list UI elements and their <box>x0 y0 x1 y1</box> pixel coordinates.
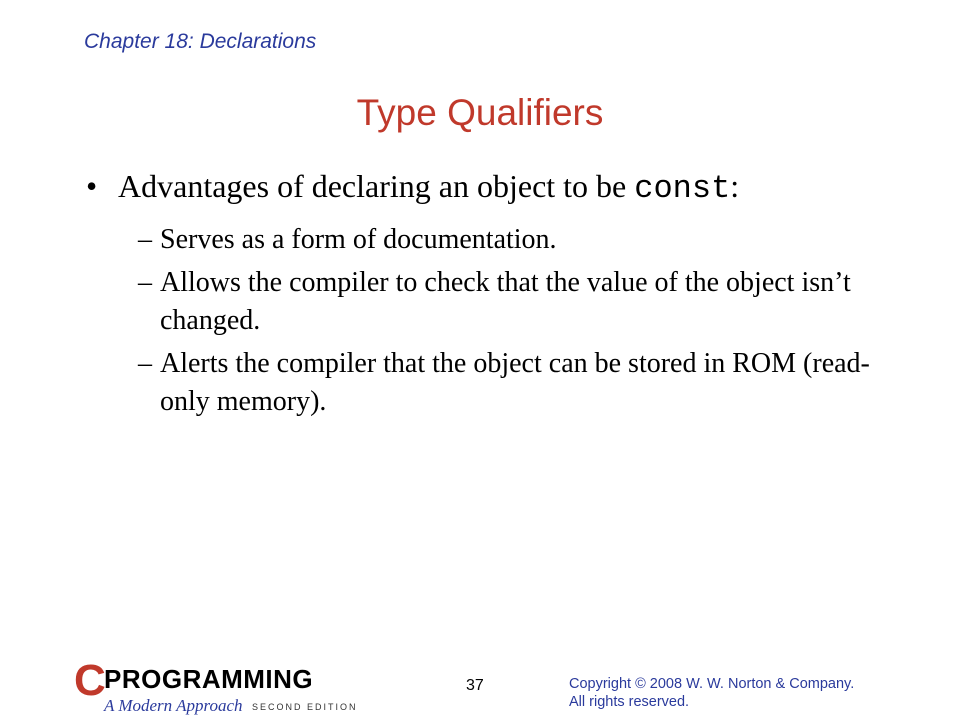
page-number: 37 <box>466 677 484 694</box>
bullet-text-start: Advantages of declaring an object to be <box>118 168 635 204</box>
copyright-line: All rights reserved. <box>569 694 690 710</box>
sub-item-text: Alerts the compiler that the object can be stored in ROM (read-only memory). <box>160 348 870 417</box>
sub-item <box>86 221 886 259</box>
book-logo <box>74 656 364 715</box>
sub-item <box>86 264 886 340</box>
chapter-header: Chapter 18: Declarations <box>84 30 317 53</box>
bullet-item <box>86 164 886 211</box>
dash-marker: – <box>138 348 152 379</box>
slide-body <box>86 164 886 421</box>
copyright-notice <box>569 675 909 711</box>
logo-letter: C <box>74 656 106 705</box>
sub-item-text: Serves as a form of documentation. <box>160 224 557 255</box>
copyright-line: Copyright © 2008 W. W. Norton & Company. <box>569 676 855 692</box>
slide-title: Type Qualifiers <box>356 92 604 133</box>
bullet-text-end: : <box>730 168 740 204</box>
logo-subtitle: A Modern Approach <box>104 696 243 715</box>
logo-word: PROGRAMMING <box>104 664 314 694</box>
logo-edition: SECOND EDITION <box>252 702 358 712</box>
bullet-marker: • <box>86 168 98 204</box>
dash-marker: – <box>138 224 152 255</box>
sub-item <box>86 345 886 421</box>
sub-item-text: Allows the compiler to check that the value of the object isn’t changed. <box>160 267 851 336</box>
dash-marker: – <box>138 267 152 298</box>
code-keyword: const <box>634 170 731 207</box>
